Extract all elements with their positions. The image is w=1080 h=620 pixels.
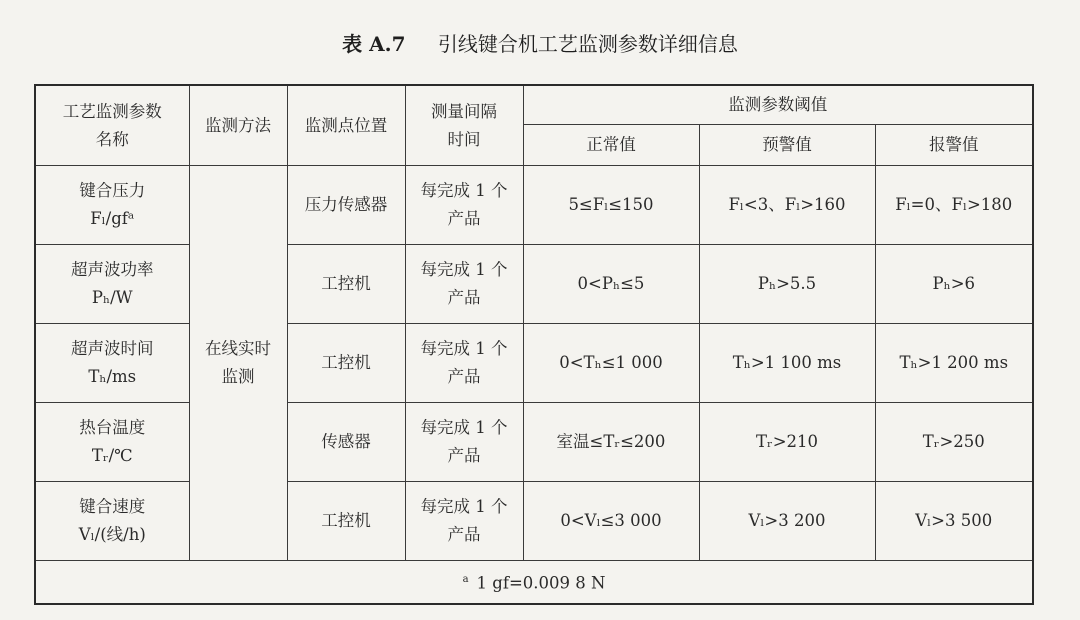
table-title: 引线键合机工艺监测参数详细信息 <box>437 32 738 56</box>
header-warning: 预警值 <box>699 125 875 166</box>
table-row <box>35 482 1033 561</box>
location-cell: 工控机 <box>287 245 405 324</box>
interval-line2: 产品 <box>447 367 481 386</box>
location-cell: 压力传感器 <box>287 166 405 245</box>
footnote <box>35 561 1033 605</box>
interval-line2: 产品 <box>447 209 481 228</box>
interval-cell <box>405 166 523 245</box>
interval-line1: 每完成 1 个 <box>420 418 508 437</box>
param-name-cell <box>35 245 189 324</box>
parameters-table <box>34 84 1034 605</box>
param-name: 超声波时间 <box>71 339 154 358</box>
method-line2: 监测 <box>221 367 255 386</box>
param-name: 键合压力 <box>79 181 146 200</box>
interval-line1: 每完成 1 个 <box>420 339 508 358</box>
warning-cell: Fₗ<3、Fₗ>160 <box>699 166 875 245</box>
interval-line1: 每完成 1 个 <box>420 181 508 200</box>
normal-cell: 室温≤Tᵣ≤200 <box>523 403 699 482</box>
interval-line2: 产品 <box>447 525 481 544</box>
interval-line1: 每完成 1 个 <box>420 497 508 516</box>
param-name: 热台温度 <box>79 418 146 437</box>
alarm-cell: Tₕ>1 200 ms <box>875 324 1033 403</box>
warning-cell: Tᵣ>210 <box>699 403 875 482</box>
param-name: 键合速度 <box>79 497 146 516</box>
method-cell <box>189 166 287 561</box>
header-param-line1: 工艺监测参数 <box>62 101 162 121</box>
normal-cell: 0<Pₕ≤5 <box>523 245 699 324</box>
param-unit: Vₗ/(线/h) <box>78 525 146 544</box>
location-cell: 工控机 <box>287 324 405 403</box>
location-cell: 传感器 <box>287 403 405 482</box>
interval-cell <box>405 245 523 324</box>
interval-line2: 产品 <box>447 446 481 465</box>
param-unit: Tₕ/ms <box>88 367 137 386</box>
param-name-cell <box>35 482 189 561</box>
table-row <box>35 245 1033 324</box>
param-name-cell <box>35 403 189 482</box>
footnote-text: 1 gf=0.009 8 N <box>476 573 606 593</box>
header-location: 监测点位置 <box>287 85 405 166</box>
alarm-cell: Vₗ>3 500 <box>875 482 1033 561</box>
warning-cell: Pₕ>5.5 <box>699 245 875 324</box>
interval-cell <box>405 324 523 403</box>
interval-cell <box>405 403 523 482</box>
normal-cell: 0<Tₕ≤1 000 <box>523 324 699 403</box>
header-threshold-group: 监测参数阈值 <box>523 85 1033 125</box>
interval-line1: 每完成 1 个 <box>420 260 508 279</box>
warning-cell: Tₕ>1 100 ms <box>699 324 875 403</box>
alarm-cell: Tᵣ>250 <box>875 403 1033 482</box>
normal-cell: 0<Vₗ≤3 000 <box>523 482 699 561</box>
table-caption <box>0 28 1080 57</box>
header-interval-line1: 测量间隔 <box>431 101 497 121</box>
param-unit: Tᵣ/℃ <box>91 446 133 465</box>
warning-cell: Vₗ>3 200 <box>699 482 875 561</box>
interval-cell <box>405 482 523 561</box>
header-interval <box>405 85 523 166</box>
footnote-row <box>35 561 1033 605</box>
table-row <box>35 166 1033 245</box>
header-interval-line2: 时间 <box>447 129 481 149</box>
param-unit: Fₗ/gfᵃ <box>90 209 135 228</box>
param-name: 超声波功率 <box>71 260 154 279</box>
param-name-cell <box>35 166 189 245</box>
header-param-name <box>35 85 189 166</box>
table-number: 表 A.7 <box>342 32 406 56</box>
interval-line2: 产品 <box>447 288 481 307</box>
header-normal: 正常值 <box>523 125 699 166</box>
alarm-cell: Pₕ>6 <box>875 245 1033 324</box>
normal-cell: 5≤Fₗ≤150 <box>523 166 699 245</box>
footnote-marker: a <box>462 574 469 586</box>
header-row-1 <box>35 85 1033 125</box>
method-line1: 在线实时 <box>205 339 271 358</box>
header-method: 监测方法 <box>189 85 287 166</box>
table-row <box>35 403 1033 482</box>
alarm-cell: Fₗ=0、Fₗ>180 <box>875 166 1033 245</box>
param-unit: Pₕ/W <box>91 288 133 307</box>
location-cell: 工控机 <box>287 482 405 561</box>
table-row <box>35 324 1033 403</box>
header-param-line2: 名称 <box>95 129 129 149</box>
param-name-cell <box>35 324 189 403</box>
header-alarm: 报警值 <box>875 125 1033 166</box>
